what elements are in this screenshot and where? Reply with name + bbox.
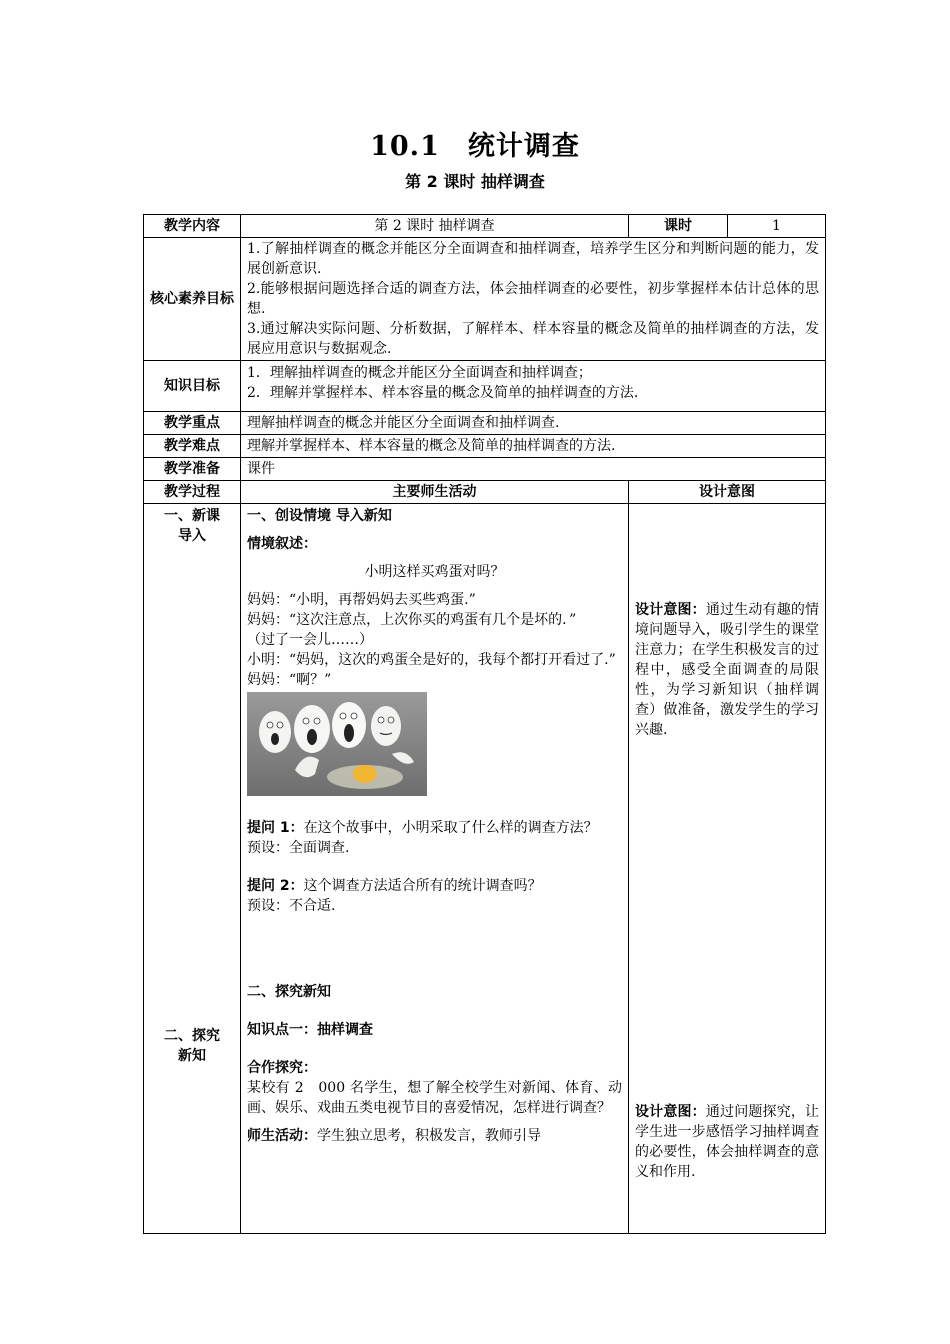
value-knowledge-goals <box>241 361 826 412</box>
knowledge-goal-item: 2．理解并掌握样本、样本容量的概念及简单的抽样调查的方法． <box>247 385 648 401</box>
intent-2: 设计意图：通过问题探究，让学生进一步感悟学习抽样调查的必要性，体会抽样调查的意义和作用. <box>635 1104 820 1180</box>
dialogue-line: 妈妈：“小明，再帮妈妈去买些鸡蛋.” <box>247 592 476 608</box>
lesson-plan-table <box>143 214 826 1234</box>
row-teaching-content <box>144 215 826 238</box>
stage-column <box>144 504 241 1234</box>
scenario-label: 情境叙述： <box>247 536 317 552</box>
page-title: 10.1 统计调查 <box>370 131 580 162</box>
value-focus: 理解抽样调查的概念并能区分全面调查和抽样调查. <box>241 412 826 435</box>
dialogue-line: 小明：“妈妈，这次的鸡蛋全是好的，我每个都打开看过了.” <box>247 652 616 668</box>
value-core-goals <box>241 238 826 361</box>
row-process-body <box>144 504 826 1234</box>
label-difficulty: 教学难点 <box>144 435 241 458</box>
coop-label: 合作探究： <box>247 1060 317 1076</box>
section1-heading: 一、创设情境 导入新知 <box>247 508 392 524</box>
teacher-student-activity: 师生活动：学生独立思考，积极发言，教师引导 <box>247 1128 541 1144</box>
eggs-photo <box>247 692 427 796</box>
knowledge-point-1: 知识点一：抽样调查 <box>247 1022 373 1038</box>
stage-intro: 一、新课导入 <box>164 508 220 544</box>
activity-column <box>241 504 629 1234</box>
label-period: 课时 <box>629 215 728 238</box>
value-period: 1 <box>728 215 826 238</box>
header-activity: 主要师生活动 <box>241 481 629 504</box>
dialogue-line: 妈妈：“这次注意点，上次你买的鸡蛋有几个是坏的．” <box>247 612 577 628</box>
page-subtitle: 第 2 课时 抽样调查 <box>405 172 545 191</box>
value-prep: 课件 <box>241 458 826 481</box>
label-focus: 教学重点 <box>144 412 241 435</box>
row-focus <box>144 412 826 435</box>
label-knowledge-goals: 知识目标 <box>144 361 241 412</box>
coop-text: 某校有 2 000 名学生，想了解全校学生对新闻、体育、动画、娱乐、戏曲五类电视节目的喜爱情况，怎样进行调查？ <box>247 1080 623 1116</box>
question-1: 提问 1：在这个故事中，小明采取了什么样的调查方法？ <box>247 820 598 836</box>
section2-heading: 二、探究新知 <box>247 984 331 1000</box>
core-goal-item: 3.通过解决实际问题、分析数据，了解样本、样本容量的概念及简单的抽样调查的方法，发展应用意识与数据观念. <box>247 321 820 357</box>
row-core-goals <box>144 238 826 361</box>
value-difficulty: 理解并掌握样本、样本容量的概念及简单的抽样调查的方法. <box>241 435 826 458</box>
intent-1: 设计意图：通过生动有趣的情境问题导入，吸引学生的课堂注意力；在学生积极发言的过程中，感受全面调查的局限性，为学习新知识（抽样调查）做准备，激发学生的学习兴趣. <box>635 602 820 738</box>
value-teaching-content: 第 2 课时 抽样调查 <box>241 215 629 238</box>
question-2: 提问 2：这个调查方法适合所有的统计调查吗？ <box>247 878 542 894</box>
row-process-header <box>144 481 826 504</box>
row-difficulty <box>144 435 826 458</box>
core-goal-item: 2.能够根据问题选择合适的调查方法，体会抽样调查的必要性，初步掌握样本估计总体的思想. <box>247 281 820 317</box>
answer-2: 预设：不合适. <box>247 898 336 914</box>
row-prep <box>144 458 826 481</box>
dialogue-line: 妈妈：“啊？” <box>247 672 332 688</box>
intent-column <box>629 504 826 1234</box>
label-prep: 教学准备 <box>144 458 241 481</box>
stage-explore: 二、探究新知 <box>164 1028 220 1064</box>
row-knowledge-goals <box>144 361 826 412</box>
label-teaching-content: 教学内容 <box>144 215 241 238</box>
core-goal-item: 1.了解抽样调查的概念并能区分全面调查和抽样调查，培养学生区分和判断问题的能力，发展创新意识. <box>247 241 820 277</box>
dialogue-line: （过了一会儿……） <box>247 632 373 648</box>
answer-1: 预设：全面调查. <box>247 840 350 856</box>
header-intent: 设计意图 <box>629 481 826 504</box>
label-core-goals: 核心素养目标 <box>144 238 241 361</box>
knowledge-goal-item: 1．理解抽样调查的概念并能区分全面调查和抽样调查； <box>247 365 592 381</box>
label-process: 教学过程 <box>144 481 241 504</box>
scenario-question: 小明这样买鸡蛋对吗？ <box>364 564 505 580</box>
